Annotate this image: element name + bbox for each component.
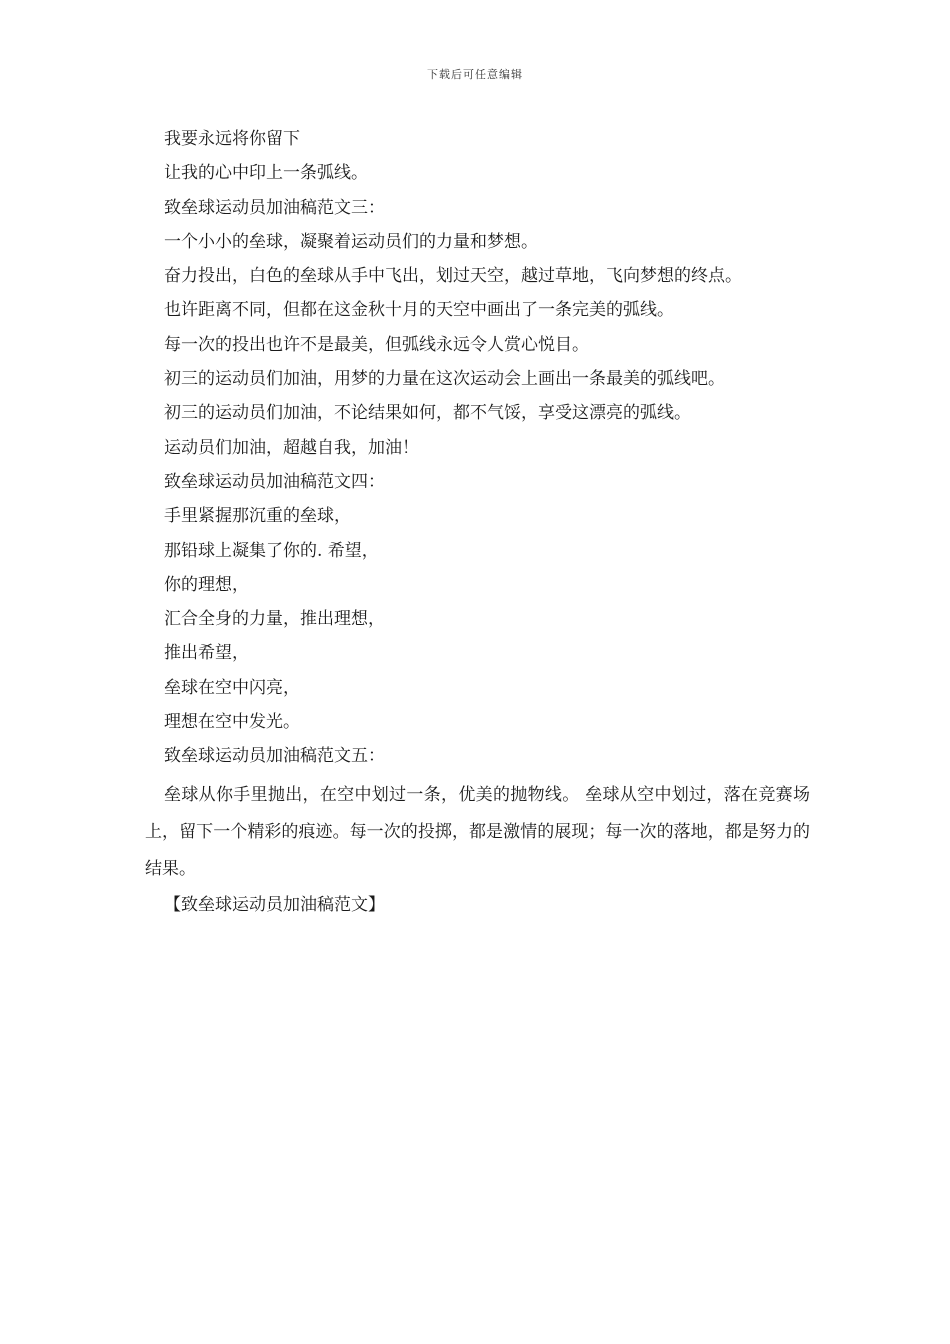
text-line: 理想在空中发光。 — [164, 712, 300, 733]
closing-title: 【致垒球运动员加油稿范文】 — [164, 894, 385, 915]
text-line: 奋力投出，白色的垒球从手中飞出，划过天空，越过草地，飞向梦想的终点。 — [164, 266, 742, 287]
text-line: 让我的心中印上一条弧线。 — [164, 163, 368, 184]
text-line: 手里紧握那沉重的垒球， — [164, 506, 351, 527]
text-line: 初三的运动员们加油，用梦的力量在这次运动会上画出一条最美的弧线吧。 — [164, 369, 725, 390]
text-line: 垒球在空中闪亮， — [164, 677, 300, 698]
text-line: 汇合全身的力量，推出理想， — [164, 609, 385, 630]
text-line: 每一次的投出也许不是最美，但弧线永远令人赏心悦目。 — [164, 334, 589, 355]
text-line: 一个小小的垒球，凝聚着运动员们的力量和梦想。 — [164, 231, 538, 252]
text-line: 我要永远将你留下 — [164, 129, 300, 149]
page-header-note: 下载后可任意编辑 — [427, 68, 523, 81]
text-line: 运动员们加油，超越自我，加油！ — [164, 437, 419, 458]
text-line: 推出希望， — [164, 643, 249, 664]
document-body — [145, 122, 810, 922]
text-line: 也许距离不同，但都在这金秋十月的天空中画出了一条完美的弧线。 — [164, 300, 674, 321]
text-line: 你的理想， — [164, 574, 249, 595]
section-heading: 致垒球运动员加油稿范文四： — [164, 471, 385, 492]
body-paragraph: 垒球从你手里抛出，在空中划过一条，优美的抛物线。 垒球从空中划过，落在竞赛场上，留下一个精彩的痕迹。每一次的投掷，都是激情的展现；每一次的落地，都是努力的结果。 — [145, 784, 810, 879]
text-line: 那铅球上凝集了你的. 希望， — [164, 540, 379, 561]
section-heading: 致垒球运动员加油稿范文三： — [164, 197, 385, 218]
text-line: 初三的运动员们加油，不论结果如何，都不气馁，享受这漂亮的弧线。 — [164, 403, 691, 424]
section-heading: 致垒球运动员加油稿范文五： — [164, 746, 385, 767]
